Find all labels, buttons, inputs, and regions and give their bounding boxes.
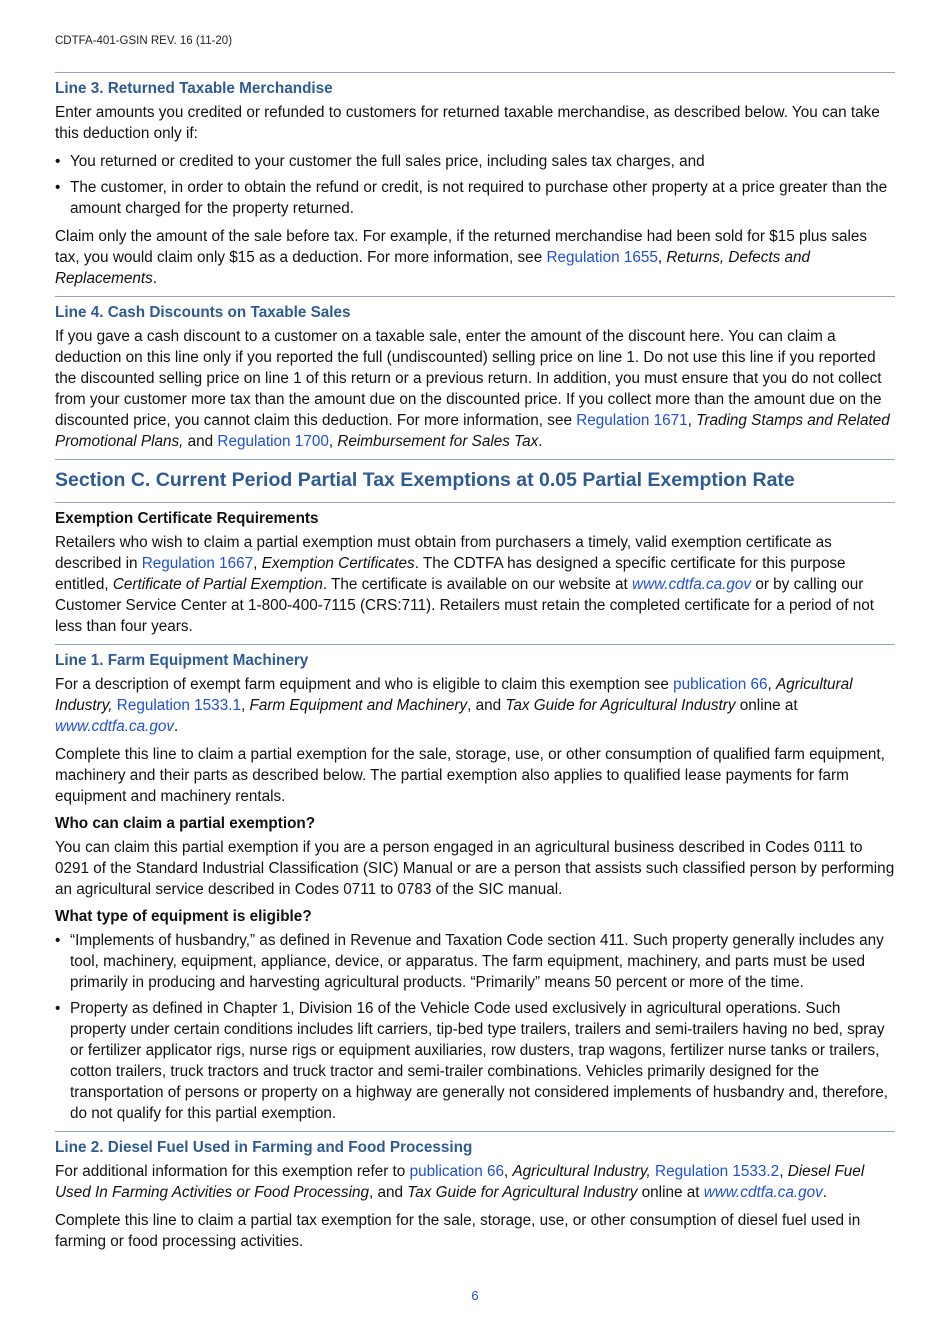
text-run: Certificate of Partial Exemption xyxy=(112,576,323,593)
page-number: 6 xyxy=(471,1288,479,1303)
text-run: Tax Guide for Agricultural Industry xyxy=(407,1184,638,1201)
paragraph xyxy=(55,674,895,737)
text-run: Agricultural Industry, xyxy=(512,1163,651,1180)
text-run: , xyxy=(657,249,667,266)
text-run: , xyxy=(503,1163,513,1180)
link[interactable]: Regulation 1533.1 xyxy=(116,697,241,714)
bullet-list xyxy=(55,151,895,219)
text-run: Line 1. Farm Equipment Machinery xyxy=(55,652,309,669)
link[interactable]: publication 66 xyxy=(409,1163,504,1180)
text-run: Property as defined in Chapter 1, Division 16 of the Vehicle Code used exclusively in agricultural operations. Such property under certain conditions includes lift carriers, tip-bed type trailers, trailers and semi-trailers having no bed, spray or fertilizer applicator rigs, nurse rigs or equipment auxiliaries, row dusters, trap wagons, fertilizer nurse tanks or trailers, cotton trailers, truck tractors and truck tractor and semi-trailer combinations. Vehicles primarily designed for the transportation of persons or property on a highway are generally not considered implements of husbandry and, therefore, do not qualify for this partial exemption. xyxy=(70,1000,889,1122)
text-run: Retailers who wish to claim a partial exemption must obtain from purchasers a timely, valid exemption certificate as described in xyxy=(55,534,832,572)
link[interactable]: Regulation 1671 xyxy=(576,412,688,429)
text-run: . The CDTFA has designed a specific certificate for this purpose entitled, xyxy=(55,555,846,593)
text-run: Enter amounts you credited or refunded to customers for returned taxable merchandise, as described below. You can take this deduction only if: xyxy=(55,104,880,142)
text-run: . xyxy=(822,1184,828,1201)
line-heading xyxy=(55,79,895,99)
link[interactable]: www.cdtfa.ca.gov xyxy=(632,576,752,593)
paragraph xyxy=(55,102,895,144)
text-run: or by calling our Customer Service Center at 1-800-400-7115 (CRS:711). Retailers must retain the completed certificate for a period of not less than four years. xyxy=(55,576,875,635)
list-item xyxy=(55,998,895,1124)
line-heading xyxy=(55,303,895,323)
link[interactable]: Regulation 1700 xyxy=(217,433,329,450)
bullet-list xyxy=(55,930,895,1124)
subheading xyxy=(55,907,895,927)
list-item xyxy=(55,930,895,993)
text-run: Section C. Current Period Partial Tax Exemptions at 0.05 Partial Exemption Rate xyxy=(55,469,795,491)
line-heading xyxy=(55,1138,895,1158)
divider xyxy=(55,502,895,503)
link[interactable]: publication 66 xyxy=(673,676,768,693)
line-heading xyxy=(55,651,895,671)
text-run: What type of equipment is eligible? xyxy=(55,908,312,925)
text-run: . xyxy=(174,718,179,735)
text-run: . xyxy=(152,270,158,287)
subheading xyxy=(55,814,895,834)
form-id: CDTFA-401-GSIN REV. 16 (11-20) xyxy=(55,35,233,47)
text-run: and xyxy=(183,433,218,450)
divider xyxy=(55,644,895,645)
text-run: For additional information for this exemption refer to xyxy=(55,1163,410,1180)
text-run: Complete this line to claim a partial exemption for the sale, storage, use, or other consumption of qualified farm equipment, machinery and their parts as described below. The partial exemption also applies to qualified lease payments for farm equipment and machinery rentals. xyxy=(55,746,885,805)
link[interactable]: www.cdtfa.ca.gov xyxy=(703,1184,823,1201)
link[interactable]: www.cdtfa.ca.gov xyxy=(55,718,175,735)
text-run: Who can claim a partial exemption? xyxy=(55,815,316,832)
subheading xyxy=(55,509,895,529)
text-run: Farm Equipment and Machinery xyxy=(249,697,468,714)
divider xyxy=(55,296,895,297)
text-run: online at xyxy=(735,697,798,714)
text-run: Agricultural Industry, xyxy=(55,676,853,714)
paragraph xyxy=(55,1210,895,1252)
link[interactable]: Regulation 1533.2 xyxy=(655,1163,780,1180)
paragraph xyxy=(55,837,895,900)
text-run: Claim only the amount of the sale before tax. For example, if the returned merchandise had been sold for $15 plus sales tax, you would claim only $15 as a deduction. For more information, see xyxy=(55,228,868,266)
paragraph xyxy=(55,1161,895,1203)
document-body xyxy=(55,72,895,1252)
text-run: , xyxy=(779,1163,788,1180)
text-run: You returned or credited to your customer the full sales price, including sales tax charges, and xyxy=(70,153,705,170)
text-run: , xyxy=(328,433,338,450)
text-run: Line 4. Cash Discounts on Taxable Sales xyxy=(55,304,351,321)
text-run: Returns, Defects and Replacements xyxy=(55,249,811,287)
text-run: Complete this line to claim a partial tax exemption for the sale, storage, use, or other consumption of diesel fuel used in farming or food processing activities. xyxy=(55,1212,861,1250)
text-run: You can claim this partial exemption if you are a person engaged in an agricultural business described in Codes 0111 to 0291 of the Standard Industrial Classification (SIC) Manual or are a person that assists such classified person by performing an agricultural service described in Codes 0711 to 0783 of the SIC manual. xyxy=(55,839,895,898)
divider xyxy=(55,459,895,460)
text-run: , and xyxy=(467,697,506,714)
divider xyxy=(55,1131,895,1132)
text-run: Tax Guide for Agricultural Industry xyxy=(505,697,736,714)
text-run: Trading Stamps and Related Promotional Plans, xyxy=(55,412,890,450)
link[interactable]: Regulation 1667 xyxy=(141,555,254,572)
text-run: , xyxy=(687,412,697,429)
text-run: , and xyxy=(369,1184,408,1201)
text-run: Line 3. Returned Taxable Merchandise xyxy=(55,80,333,97)
text-run: “Implements of husbandry,” as defined in Revenue and Taxation Code section 411. Such property generally includes any tool, machinery, equipment, appliance, device, or apparatus. The farm equipment, machinery, and parts must be used primarily in producing and harvesting agricultural products. “Primarily” means 50 percent or more of the time. xyxy=(70,932,884,991)
text-run: , xyxy=(240,697,250,714)
paragraph xyxy=(55,744,895,807)
text-run: Reimbursement for Sales Tax xyxy=(337,433,539,450)
text-run: If you gave a cash discount to a customer on a taxable sale, enter the amount of the discount here. You can claim a deduction on this line only if you reported the full (undiscounted) selling price on line 1. Do not use this line if you reported the discounted selling price on line 1 of this return or a previous return. In addition, you must ensure that you do not collect from your customer more tax than the amount due on the discounted price. If you collect more than the amount due on the discounted price, you cannot claim this deduction. For more information, see xyxy=(55,328,882,429)
section-heading xyxy=(55,468,895,492)
text-run: Diesel Fuel Used In Farming Activities or Food Processing xyxy=(55,1163,865,1201)
text-run: online at xyxy=(637,1184,704,1201)
text-run: Exemption Certificates xyxy=(261,555,415,572)
divider xyxy=(55,72,895,73)
list-item xyxy=(55,177,895,219)
text-run: , xyxy=(767,676,777,693)
paragraph xyxy=(55,326,895,452)
paragraph xyxy=(55,532,895,637)
list-item xyxy=(55,151,895,172)
paragraph xyxy=(55,226,895,289)
text-run: The customer, in order to obtain the refund or credit, is not required to purchase other property at a price greater than the amount charged for the property returned. xyxy=(70,179,888,217)
text-run: Exemption Certificate Requirements xyxy=(55,510,319,527)
text-run: For a description of exempt farm equipment and who is eligible to claim this exemption see xyxy=(55,676,674,693)
link[interactable]: Regulation 1655 xyxy=(546,249,658,266)
text-run: Line 2. Diesel Fuel Used in Farming and Food Processing xyxy=(55,1139,473,1156)
text-run: . xyxy=(538,433,543,450)
text-run: . The certificate is available on our website at xyxy=(322,576,633,593)
text-run: , xyxy=(253,555,262,572)
